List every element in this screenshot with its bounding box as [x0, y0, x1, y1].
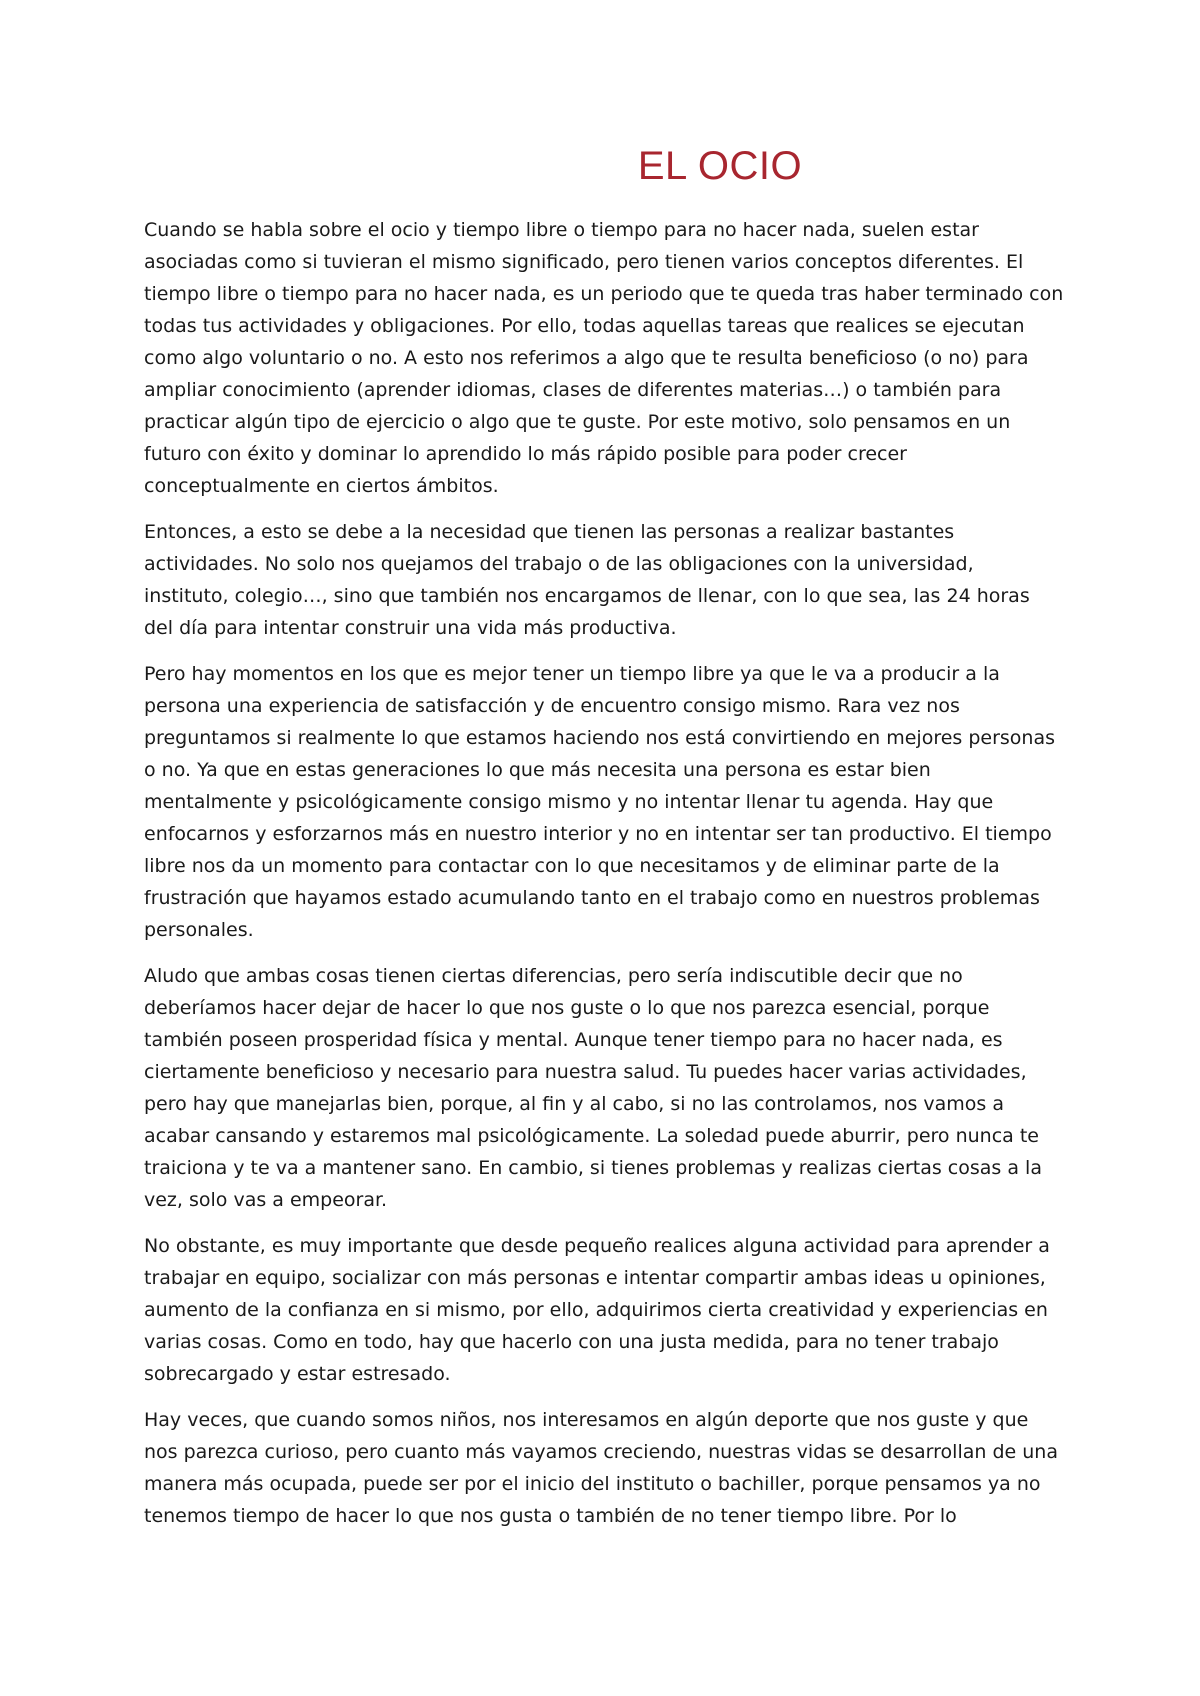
paragraph-4: Aludo que ambas cosas tienen ciertas diferencias, pero sería indiscutible decir que no deberíamos hacer dejar de hacer lo que nos guste o lo que nos parezca esencial, porque también poseen prosperidad física y mental. Aunque tener tiempo para no hacer nada, es ciertamente beneficioso y necesario para nuestra salud. Tu puedes hacer varias actividades, pero hay que manejarlas bien, porque, al fin y al cabo, si no las controlamos, nos vamos a acabar cansando y estaremos mal psicológicamente. La soledad puede aburrir, pero nunca te traiciona y te va a mantener sano. En cambio, si tienes problemas y realizas ciertas cosas a la vez, solo vas a empeorar.	[144, 965, 1042, 1211]
paragraph-5: No obstante, es muy importante que desde pequeño realices alguna actividad para aprender a trabajar en equipo, socializar con más personas e intentar compartir ambas ideas u opiniones, aumento de la confianza en si mismo, por ello, adquirimos cierta creatividad y experiencias en varias cosas. Como en todo, hay que hacerlo con una justa medida, para no tener trabajo sobrecargado y estar estresado.	[144, 1235, 1050, 1385]
paragraph-1: Cuando se habla sobre el ocio y tiempo libre o tiempo para no hacer nada, suelen estar asociadas como si tuvieran el mismo significado, pero tienen varios conceptos diferentes. El tiempo libre o tiempo para no hacer nada, es un periodo que te queda tras haber terminado con todas tus actividades y obligaciones. Por ello, todas aquellas tareas que realices se ejecutan como algo voluntario o no. A esto nos referimos a algo que te resulta beneficioso (o no) para ampliar conocimiento (aprender idiomas, clases de diferentes materias…) o también para practicar algún tipo de ejercicio o algo que te guste. Por este motivo, solo pensamos en un futuro con éxito y dominar lo aprendido lo más rápido posible para poder crecer conceptualmente en ciertos ámbitos.	[144, 219, 1064, 497]
paragraph-2: Entonces, a esto se debe a la necesidad que tienen las personas a realizar bastantes actividades. No solo nos quejamos del trabajo o de las obligaciones con la universidad, instituto, colegio…, sino que también nos encargamos de llenar, con lo que sea, las 24 horas del día para intentar construir una vida más productiva.	[144, 521, 1030, 639]
document-title: EL OCIO	[637, 144, 803, 188]
paragraph-6: Hay veces, que cuando somos niños, nos interesamos en algún deporte que nos guste y que nos parezca curioso, pero cuanto más vayamos creciendo, nuestras vidas se desarrollan de una manera más ocupada, puede ser por el inicio del instituto o bachiller, porque pensamos ya no tenemos tiempo de hacer lo que nos gusta o también de no tener tiempo libre. Por lo	[144, 1409, 1058, 1527]
paragraph-3: Pero hay momentos en los que es mejor tener un tiempo libre ya que le va a producir a la persona una experiencia de satisfacción y de encuentro consigo mismo. Rara vez nos preguntamos si realmente lo que estamos haciendo nos está convirtiendo en mejores personas o no. Ya que en estas generaciones lo que más necesita una persona es estar bien mentalmente y psicológicamente consigo mismo y no intentar llenar tu agenda. Hay que enfocarnos y esforzarnos más en nuestro interior y no en intentar ser tan productivo. El tiempo libre nos da un momento para contactar con lo que necesitamos y de eliminar parte de la frustración que hayamos estado acumulando tanto en el trabajo como en nuestros problemas personales.	[144, 663, 1056, 941]
document-body	[144, 214, 1064, 1546]
